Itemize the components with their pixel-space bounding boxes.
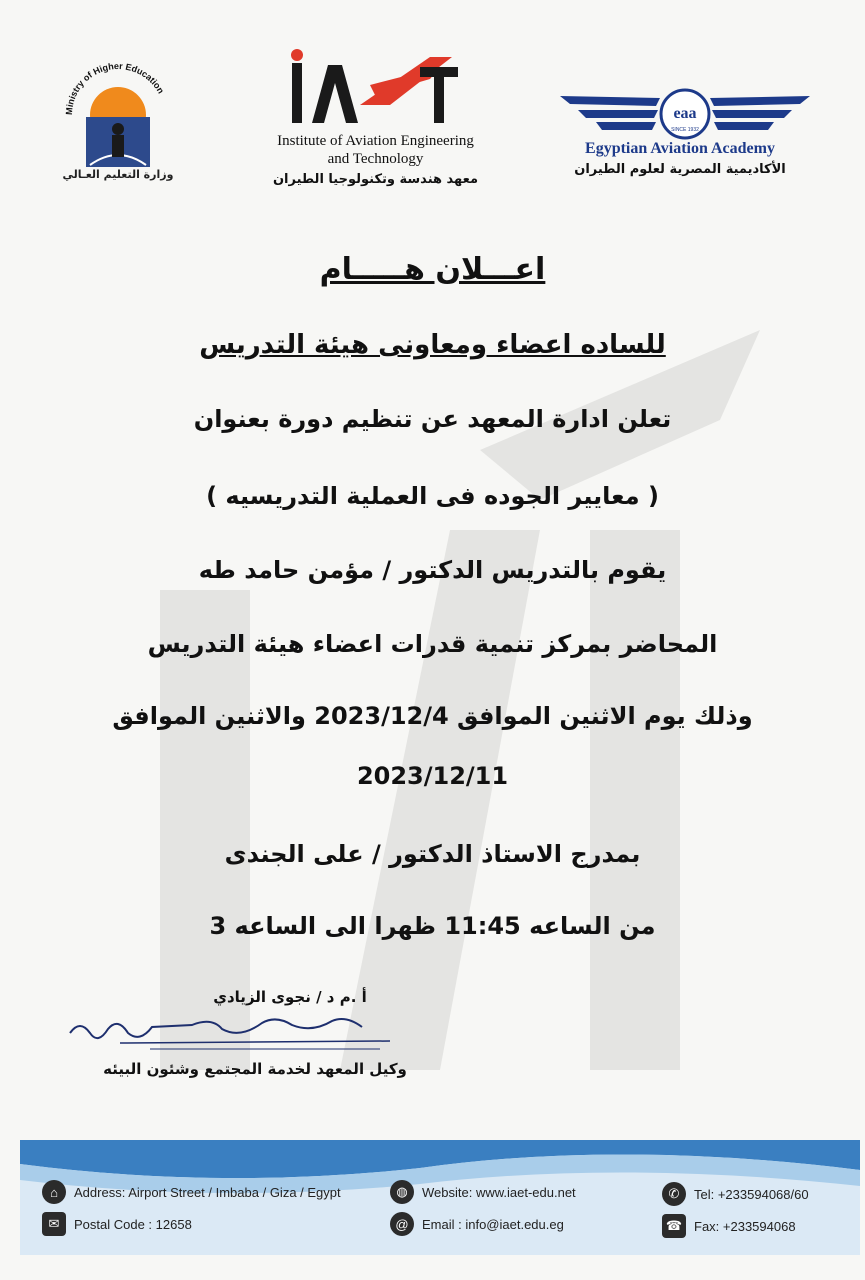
announcement-line-6: 2023/12/11 [356,762,509,790]
announcement-line-4: المحاضر بمركز تنمية قدرات اعضاء هيئة التدريس [147,630,718,658]
iaet-name-en: Institute of Aviation Engineering and Technology [277,133,474,167]
signatory-position: وكيل المعهد لخدمة المجتمع وشئون البيئه [103,1060,407,1078]
location-icon: ⌂ [42,1180,66,1204]
announcement-line-1: تعلن ادارة المعهد عن تنظيم دورة بعنوان [193,405,672,433]
footer-tel [662,1182,809,1206]
footer-postal [42,1212,192,1236]
iaet-name-ar: معهد هندسة وتكنولوجيا الطيران [272,172,479,187]
envelope-icon: ✉ [42,1212,66,1236]
eaa-since-text: SINCE 1932 [671,127,699,133]
announcement-audience: للساده اعضاء ومعاونى هيئة التدريس [199,330,666,360]
footer-email [390,1212,564,1236]
eaa-logo [560,88,810,143]
footer-postal-text: Postal Code : 12658 [74,1216,192,1232]
ministry-arc-text: Ministry of Higher Education [63,60,167,116]
announcement-line-8: من الساعه 11:45 ظهرا الى الساعه 3 [209,912,656,940]
globe-icon: ◍ [390,1180,414,1204]
ministry-caption: وزارة التعليم العـالي [62,168,174,181]
announcement-line-7: بمدرج الاستاذ الدكتور / على الجندى [224,840,641,868]
footer-website-text[interactable]: Website: www.iaet-edu.net [422,1184,576,1200]
footer-email-text[interactable]: Email : info@iaet.edu.eg [422,1216,564,1232]
footer-fax-text: Fax: +233594068 [694,1218,796,1234]
footer-tel-text: Tel: +233594068/60 [694,1186,809,1202]
announcement-title: اعـــلان هـــــام [319,252,546,287]
footer-website [390,1180,576,1204]
footer-address [42,1180,341,1204]
announcement-line-3: يقوم بالتدريس الدكتور / مؤمن حامد طه [198,556,667,584]
footer-address-text: Address: Airport Street / Imbaba / Giza / Egypt [74,1184,341,1200]
handwritten-signature [60,1005,400,1055]
signatory-name: أ .م د / نجوى الزيادي [213,988,367,1006]
footer [20,1140,860,1255]
eaa-name-en: Egyptian Aviation Academy [585,140,775,157]
eaa-logo-text: eaa [673,105,697,122]
phone-icon: ✆ [662,1182,686,1206]
fax-icon: ☎ [662,1214,686,1238]
at-sign-icon: @ [390,1212,414,1236]
announcement-line-5: وذلك يوم الاثنين الموافق 2023/12/4 والاثنين الموافق [112,702,753,730]
eaa-name-ar: الأكاديمية المصرية لعلوم الطيران [574,162,786,177]
footer-fax [662,1214,796,1238]
announcement-line-2: ( معايير الجوده فى العملية التدريسيه ) [206,482,659,510]
